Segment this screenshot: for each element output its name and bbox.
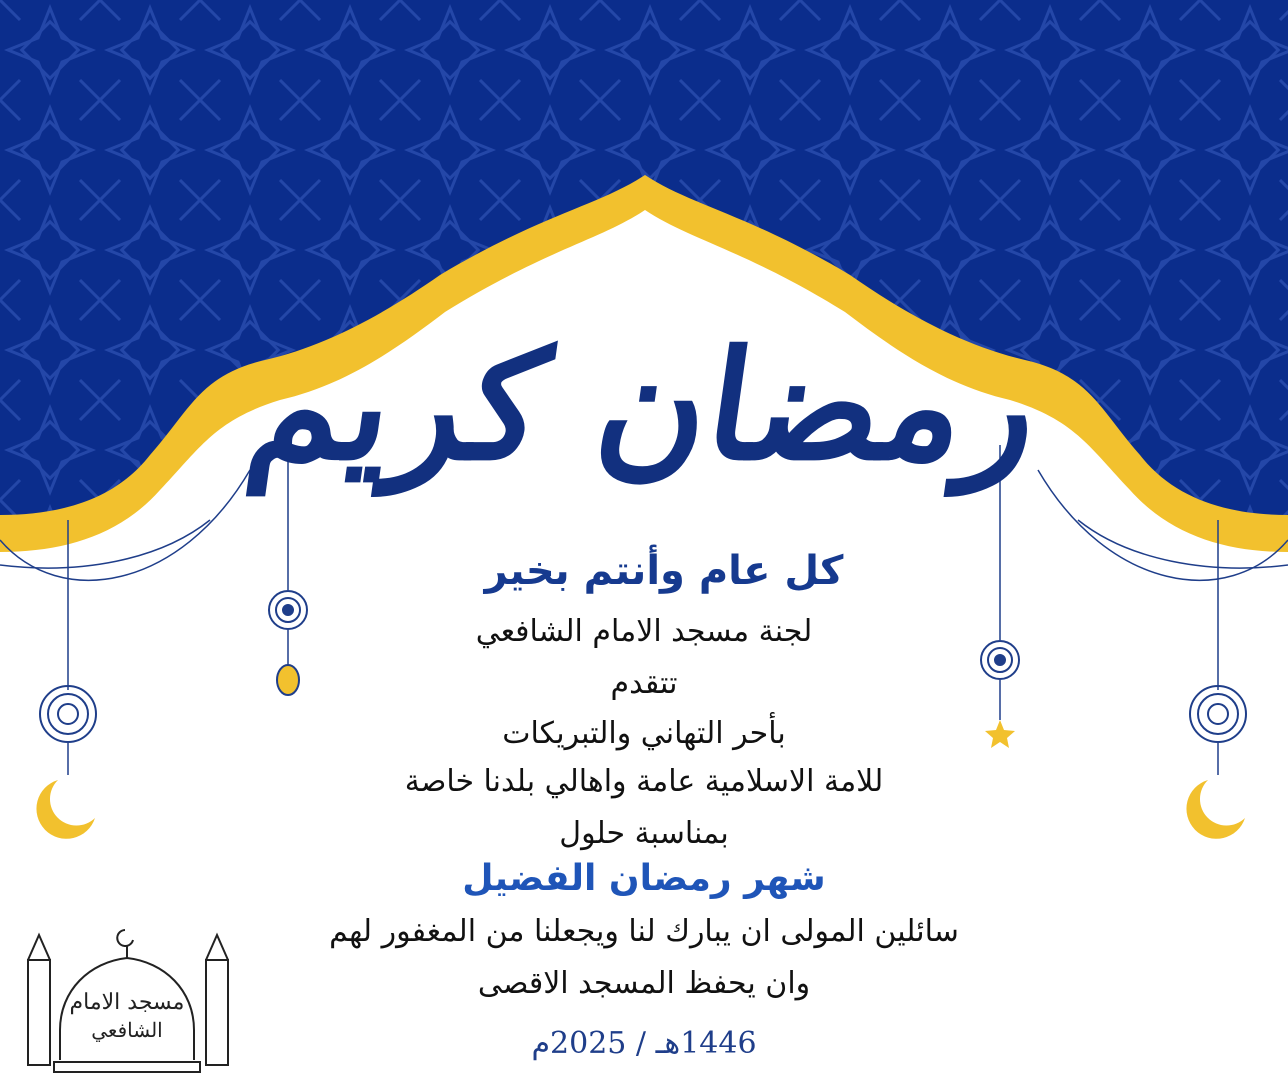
message-line: لجنة مسجد الامام الشافعي	[475, 614, 813, 649]
closing-line: سائلين المولى ان يبارك لنا ويجعلنا من المغفور لهم	[329, 914, 959, 949]
message-line: تتقدم	[610, 666, 678, 701]
logo-text: مسجد الامام	[69, 990, 185, 1015]
title-calligraphy: رمضان كريم	[238, 318, 1050, 494]
closing-line: وان يحفظ المسجد الاقصى	[477, 966, 811, 1001]
highlight-heading: شهر رمضان الفضيل	[462, 858, 826, 899]
message-line: بمناسبة حلول	[559, 816, 729, 851]
message-line: للامة الاسلامية عامة واهالي بلدنا خاصة	[404, 764, 884, 799]
greeting: كل عام وأنتم بخير	[484, 548, 844, 594]
logo-text: الشافعي	[91, 1018, 163, 1042]
date-line: 1446هـ / 2025م	[531, 1026, 757, 1061]
message-line: بأحر التهاني والتبريكات	[502, 716, 786, 751]
